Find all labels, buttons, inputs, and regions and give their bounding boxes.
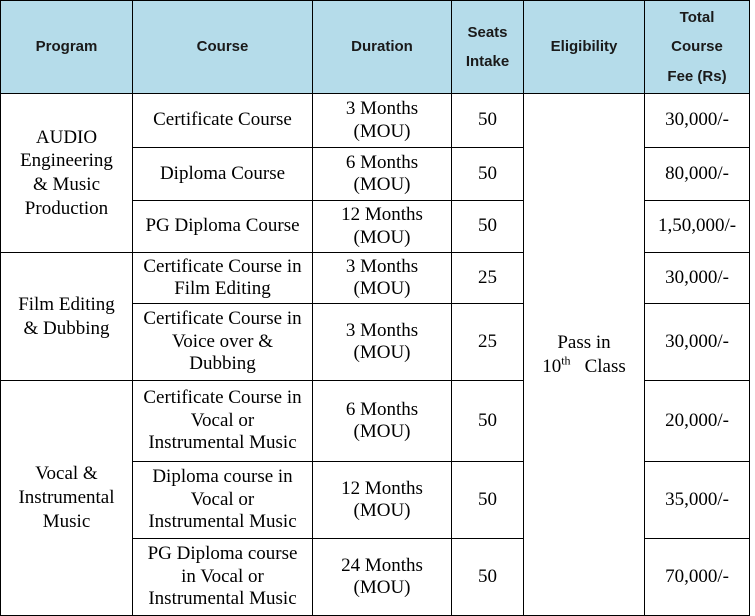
seats-intake-cell: 50 <box>452 148 524 201</box>
seats-intake-cell: 50 <box>452 94 524 148</box>
program-line: Music <box>42 510 91 532</box>
duration-line: (MOU) <box>353 174 411 195</box>
eligibility-line: Pass in <box>557 331 611 353</box>
duration-line: (MOU) <box>353 120 411 142</box>
program-line: Production <box>24 197 109 219</box>
column-header-course <box>133 1 313 94</box>
course-cell <box>133 253 313 304</box>
header-line: Duration <box>351 38 413 56</box>
duration-cell <box>313 148 452 201</box>
course-line: Certificate Course <box>153 109 292 131</box>
seats-intake-cell: 50 <box>452 381 524 462</box>
total-fee-cell: 80,000/- <box>645 148 750 201</box>
duration-cell <box>313 201 452 253</box>
total-fee-cell: 30,000/- <box>645 304 750 381</box>
program-line: Engineering <box>20 150 113 172</box>
column-header-duration <box>313 1 452 94</box>
table-row <box>1 94 750 148</box>
seats-intake-cell: 25 <box>452 253 524 304</box>
course-line: Dubbing <box>189 353 256 375</box>
header-line: Fee (Rs) <box>667 67 727 85</box>
program-line: Instrumental <box>18 487 115 509</box>
program-line: & Music <box>32 174 101 195</box>
course-line: PG Diploma Course <box>145 215 300 237</box>
total-fee-cell: 30,000/- <box>645 253 750 304</box>
course-line: Diploma course in <box>152 466 293 488</box>
duration-line: (MOU) <box>353 226 411 248</box>
seats-intake-cell: 50 <box>452 539 524 616</box>
program-line: AUDIO <box>35 126 98 148</box>
course-line: Instrumental Music <box>148 432 297 454</box>
seats-intake-cell: 25 <box>452 304 524 381</box>
course-line: PG Diploma course <box>147 543 298 565</box>
header-line: Course <box>196 38 249 56</box>
duration-line: (MOU) <box>353 278 411 299</box>
eligibility-number: 10 <box>542 355 562 377</box>
duration-cell <box>313 462 452 539</box>
course-cell <box>133 381 313 462</box>
total-fee-cell: 1,50,000/- <box>645 201 750 253</box>
course-line: in Vocal or <box>181 565 264 587</box>
total-fee-cell: 35,000/- <box>645 462 750 539</box>
column-header-eligibility <box>524 1 645 94</box>
course-line: Vocal or <box>190 409 255 431</box>
header-line: Total <box>679 9 715 27</box>
course-cell <box>133 94 313 148</box>
course-line: Voice over & <box>172 330 273 352</box>
course-line: Certificate Course in <box>143 308 302 330</box>
course-line: Instrumental Music <box>148 588 297 610</box>
course-line: Certificate Course in <box>143 255 302 277</box>
program-cell-vocal-instrumental <box>1 381 133 616</box>
course-line: Diploma Course <box>159 162 286 184</box>
duration-line: 3 Months <box>345 255 419 277</box>
seats-intake-cell: 50 <box>452 462 524 539</box>
eligibility-rest: Class <box>584 355 626 377</box>
duration-line: 12 Months <box>341 477 423 499</box>
course-line: Film Editing <box>174 278 271 299</box>
duration-line: 12 Months <box>341 204 423 226</box>
duration-line: 3 Months <box>345 98 419 120</box>
header-line: Course <box>671 38 723 56</box>
course-line: Certificate Course in <box>143 387 302 409</box>
duration-line: 6 Months <box>345 398 419 420</box>
duration-line: 6 Months <box>345 151 419 173</box>
eligibility-cell <box>524 94 645 616</box>
program-line: & Dubbing <box>23 317 110 339</box>
eligibility-line <box>524 355 644 379</box>
course-line: Instrumental Music <box>148 511 297 533</box>
total-fee-cell: 20,000/- <box>645 381 750 462</box>
header-line: Program <box>35 38 98 56</box>
header-row <box>1 1 750 94</box>
table-body <box>1 94 750 616</box>
duration-line: (MOU) <box>353 421 411 442</box>
program-cell-film-editing <box>1 253 133 381</box>
course-cell <box>133 462 313 539</box>
duration-line: (MOU) <box>353 500 411 521</box>
duration-cell <box>313 381 452 462</box>
course-cell <box>133 304 313 381</box>
program-line: Vocal & <box>35 463 98 485</box>
column-header-program <box>1 1 133 94</box>
duration-line: 24 Months <box>341 554 423 576</box>
seats-intake-cell: 50 <box>452 201 524 253</box>
table-header <box>1 1 750 94</box>
total-fee-cell: 30,000/- <box>645 94 750 148</box>
course-cell <box>133 539 313 616</box>
column-header-seats-intake <box>452 1 524 94</box>
eligibility-superscript: th <box>561 353 571 368</box>
header-line: Intake <box>465 53 510 70</box>
duration-line: (MOU) <box>353 577 411 598</box>
header-line: Eligibility <box>550 38 618 56</box>
course-cell <box>133 201 313 253</box>
duration-line: (MOU) <box>353 342 411 363</box>
program-line: Film Editing <box>18 293 115 315</box>
total-fee-cell: 70,000/- <box>645 539 750 616</box>
duration-cell <box>313 304 452 381</box>
duration-cell <box>313 539 452 616</box>
header-line: Seats <box>467 23 508 41</box>
course-line: Vocal or <box>190 488 255 510</box>
program-cell-audio <box>1 94 133 253</box>
course-cell <box>133 148 313 201</box>
duration-cell <box>313 253 452 304</box>
duration-cell <box>313 94 452 148</box>
duration-line: 3 Months <box>345 319 419 341</box>
column-header-total-course-fee <box>645 1 750 94</box>
